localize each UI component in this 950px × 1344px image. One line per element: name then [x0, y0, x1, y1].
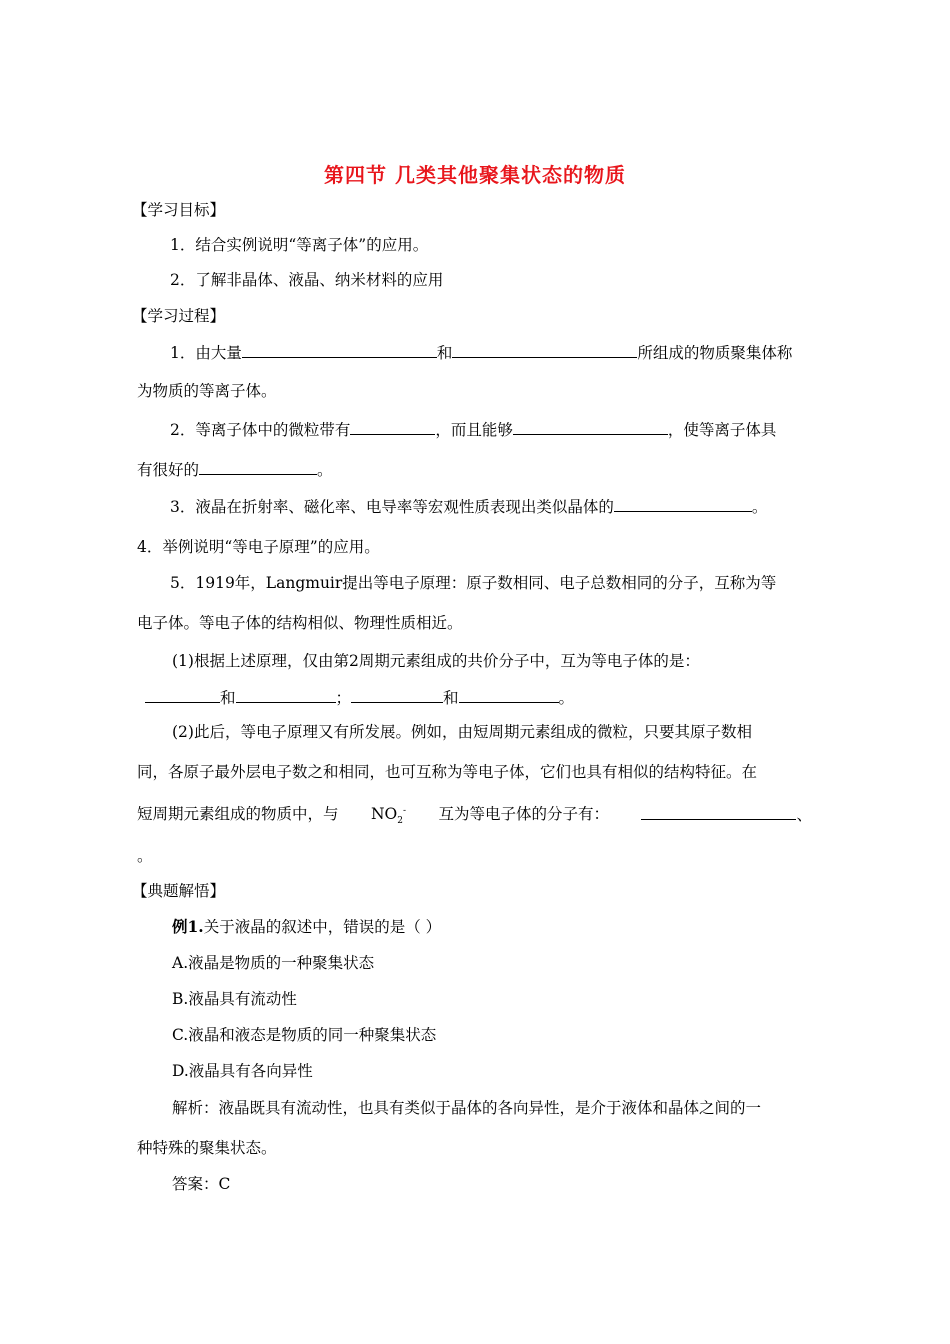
analysis-line-2: 种特殊的聚集状态。 [137, 1139, 277, 1157]
question-5-2-end: 。 [137, 847, 153, 865]
section-header-goals: 【学习目标】 [132, 201, 226, 219]
question-5-line: 5．1919年，Langmuir提出等电子原理：原子数相同、电子总数相同的分子，互称为等 [170, 574, 777, 592]
example-1-question: 例1.关于液晶的叙述中，错误的是（ ） [172, 917, 442, 936]
page-title: 第四节 几类其他聚集状态的物质 [324, 163, 626, 187]
question-2-line: 2．等离子体中的微粒带有 ，而且能够 ，使等离子体具 [170, 421, 777, 439]
answer-blank[interactable] [242, 342, 437, 358]
option-b: B.液晶具有流动性 [172, 990, 297, 1008]
question-5-line-2: 电子体。等电子体的结构相似、物理性质相近。 [137, 614, 463, 632]
goal-item: 1．结合实例说明“等离子体”的应用。 [170, 236, 429, 254]
answer-blank[interactable] [199, 459, 317, 475]
answer-line: 答案：C [172, 1175, 231, 1193]
answer-blank[interactable] [513, 419, 668, 435]
option-a: A.液晶是物质的一种聚集状态 [172, 954, 375, 972]
question-1-line-2: 为物质的等离子体。 [137, 382, 277, 400]
answer-blank[interactable] [351, 687, 443, 703]
question-5-1-line: (1)根据上述原理，仅由第2周期元素组成的共价分子中，互为等电子体的是： [172, 652, 700, 670]
answer-blank[interactable] [350, 419, 435, 435]
question-4-line: 4．举例说明“等电子原理”的应用。 [137, 538, 380, 556]
question-5-1-answers: 和 ； 和 。 [145, 687, 574, 708]
answer-blank[interactable] [452, 342, 637, 358]
answer-blank[interactable] [641, 804, 796, 820]
answer-blank[interactable] [459, 687, 559, 703]
section-header-examples: 【典题解悟】 [132, 882, 226, 900]
formula-no2: $NO_2^-$ [370, 805, 407, 827]
question-5-2-line: (2)此后，等电子原理又有所发展。例如，由短周期元素组成的微粒，只要其原子数相 [172, 723, 752, 741]
analysis-line: 解析：液晶既具有流动性，也具有类似于晶体的各向异性，是介于液体和晶体之间的一 [172, 1099, 762, 1117]
answer-blank[interactable] [145, 687, 220, 703]
question-5-2-line-3: 短周期元素组成的物质中，与 $NO_2^-$ 互为等电子体的分子有： 、 [137, 805, 812, 827]
goal-item: 2．了解非晶体、液晶、纳米材料的应用 [170, 271, 444, 289]
question-1-line: 1．由大量 和 所组成的物质聚集体称 [170, 344, 793, 362]
section-header-process: 【学习过程】 [132, 307, 226, 325]
option-d: D.液晶具有各向异性 [172, 1062, 313, 1080]
question-2-line-2: 有很好的 。 [137, 461, 333, 479]
answer-blank[interactable] [236, 687, 336, 703]
question-3-line: 3．液晶在折射率、磁化率、电导率等宏观性质表现出类似晶体的 。 [170, 498, 768, 516]
answer-blank[interactable] [614, 496, 752, 512]
question-5-2-line-2: 同，各原子最外层电子数之和相同，也可互称为等电子体，它们也具有相似的结构特征。在 [137, 763, 758, 781]
option-c: C.液晶和液态是物质的同一种聚集状态 [172, 1026, 437, 1044]
